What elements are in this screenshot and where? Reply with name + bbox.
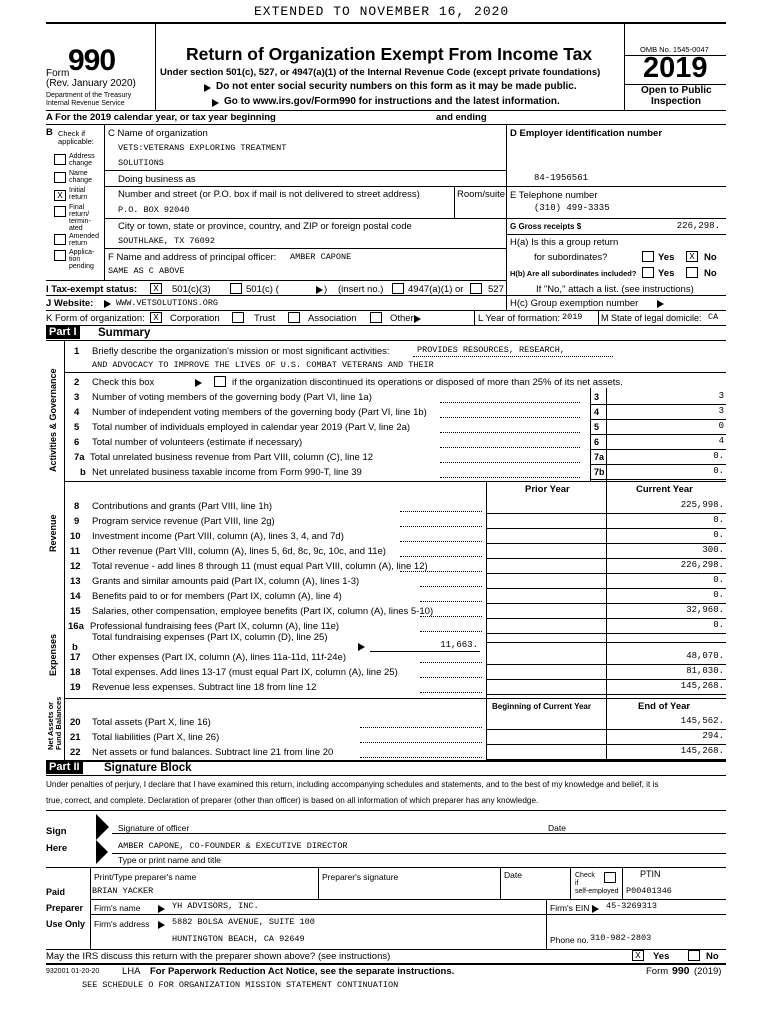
label-amended-return: Amended return [69,233,99,247]
line-i-label: I Tax-exempt status: [46,284,138,295]
extension-banner: EXTENDED TO NOVEMBER 16, 2020 [254,4,510,19]
gov-line-number: 4 [74,407,80,418]
discuss-yes-checkbox[interactable]: X [632,950,644,961]
side-revenue: Revenue [48,514,58,552]
fundraising-16b-value: 11,663. [440,640,478,650]
expense-line-number: 18 [70,667,81,678]
gov-line-number: 7a [74,452,85,463]
revenue-line-number: 8 [74,501,80,512]
side-net-assets-2: Fund Balances [54,696,63,750]
gov-line-number: 3 [74,392,80,403]
gov-line-box: 6 [594,437,600,447]
opt-corporation: Corporation [170,313,220,324]
hc-label: H(c) Group exemption number [510,298,639,309]
checkbox-corporation[interactable]: X [150,312,162,323]
firm-ein-label: Firm's EIN [550,903,590,913]
expense-line-number: 17 [70,652,81,663]
officer-address: SAME AS C ABOVE [108,266,185,276]
label-initial-return: Initial return [69,187,88,201]
discuss-no: No [706,951,719,962]
gov-line-value: 3 [718,406,724,416]
domicile-label: M State of legal domicile: [601,313,702,323]
revenue-line-value: 0. [713,530,724,540]
revenue-line-text: Total revenue - add lines 8 through 11 (must equal Part VIII, column (A), line 12) [92,561,428,572]
net-asset-line-value: 145,268. [680,746,724,756]
ha-no: No [704,252,717,263]
hb-label: H(b) Are all subordinates included? [510,269,637,278]
checkbox-4947[interactable] [392,283,404,294]
opt-other: Other [390,313,414,324]
current-year-header: Current Year [636,484,693,495]
expense-line-value: 81,030. [686,666,724,676]
expense-line-value: 0. [713,575,724,585]
expense-line-text: Salaries, other compensation, employee benefits (Part IX, column (A), lines 5-10) [92,606,434,617]
opt-association: Association [308,313,357,324]
label-final-return: Final return/ termin- ated [69,204,91,232]
dept-treasury: Department of the Treasury [46,92,132,99]
gov-line-text: Total unrelated business revenue from Part VIII, column (C), line 12 [90,452,374,463]
revenue-line-value: 226,298. [680,560,724,570]
side-expenses: Expenses [48,633,58,676]
if-no-note: If "No," attach a list. (see instructions) [536,284,694,295]
b-label: B [46,127,53,138]
checkbox-application-pending[interactable] [54,250,66,261]
mission-label: Briefly describe the organization's mission or most significant activities: [92,346,390,357]
gov-line-text: Number of voting members of the governing body (Part VI, line 1a) [92,392,372,403]
expense-line-text: Grants and similar amounts paid (Part IX, column (A), lines 1-3) [92,576,360,587]
opt-501c3: 501(c)(3) [172,284,211,295]
revenue-line-number: 12 [70,561,81,572]
expense-line-value: 0. [713,620,724,630]
hb-no: No [704,268,717,279]
revenue-line-text: Contributions and grants (Part VIII, line 1h) [92,501,273,512]
preparer-phone: 310-982-2803 [590,933,652,943]
expense-line-text: Benefits paid to or for members (Part IX, column (A), line 4) [92,591,342,602]
expense-line-value: 32,960. [686,605,724,615]
checkbox-association[interactable] [288,312,300,323]
revenue-line-value: 300. [702,545,724,555]
gov-line-value: 3 [718,391,724,401]
irs: Internal Revenue Service [46,100,125,107]
gov-line-number: b [80,467,86,478]
website-value[interactable]: WWW.VETSOLUTIONS.ORG [116,298,219,308]
preparer-sig-label: Preparer's signature [322,872,399,882]
expense-line-number: 19 [70,682,81,693]
self-employed-label: self-employed [575,888,619,895]
form-subtitle: Under section 501(c), 527, or 4947(a)(1) of the Internal Revenue Code (except private foundations) [160,67,601,78]
expense-line-text: Total fundraising expenses (Part IX, column (D), line 25) [92,632,328,643]
gov-line-box: 7a [594,452,605,462]
net-asset-line-number: 21 [70,732,81,743]
hb-yes: Yes [658,268,675,279]
opt-527: 527 [488,284,504,295]
form-ref-word: Form [646,966,669,977]
ssn-note: Do not enter social security numbers on this form as it may be made public. [216,81,577,92]
checkbox-other[interactable] [370,312,382,323]
street-label: Number and street (or P.O. box if mail is not delivered to street address) [118,189,420,200]
dba-label: Doing business as [118,174,196,185]
label-address-change: Address change [69,153,95,167]
expense-line-number: 13 [70,576,81,587]
officer-name: AMBER CAPONE [290,252,352,262]
and-ending: and ending [436,112,487,123]
expense-line-value: 145,268. [680,681,724,691]
formation-label: L Year of formation: [478,313,561,324]
here-label: Here [46,843,68,854]
net-asset-line-value: 294. [702,731,724,741]
expense-line-text: Revenue less expenses. Subtract line 18 from line 12 [92,682,317,693]
perjury-text-1: Under penalties of perjury, I declare that I have examined this return, including accompanying schedules and statements, and to the best of my knowledge and belief, it is [46,780,659,789]
checkbox-trust[interactable] [232,312,244,323]
revenue-line-number: 9 [74,516,80,527]
gov-line-box: 5 [594,422,600,432]
gov-line-value: 0. [713,451,724,461]
expense-line-number: 16a [68,621,84,632]
revenue-line-text: Investment income (Part VIII, column (A), lines 3, 4, and 7d) [92,531,344,542]
city-value: SOUTHLAKE, TX 76092 [118,236,215,246]
preparer-date-label: Date [504,870,522,880]
prior-year-header: Prior Year [525,484,570,495]
form-title: Return of Organization Exempt From Income Tax [186,44,593,64]
gov-line-text: Net unrelated business taxable income from Form 990-T, line 39 [92,467,362,478]
firm-address-label: Firm's address [94,919,150,929]
net-asset-line-text: Total liabilities (Part X, line 26) [92,732,220,743]
self-employed-checkbox[interactable] [604,872,616,883]
checkbox-501c[interactable] [230,283,242,294]
line2-text: if the organization discontinued its operations or disposed of more than 25% of its net assets. [232,377,623,388]
gov-line-number: 5 [74,422,80,433]
phone-value: (310) 499-3335 [534,203,610,213]
omb-number: OMB No. 1545-0047 [640,45,709,54]
revenue-line-value: 0. [713,515,724,525]
expense-line-value: 48,070. [686,651,724,661]
end-year-header: End of Year [638,701,691,712]
label-application-pending: Applica- tion pending [69,249,95,270]
discuss-no-checkbox[interactable] [688,950,700,961]
gov-line-text: Number of independent voting members of the governing body (Part VI, line 1b) [92,407,427,418]
form-ref-number: 990 [672,965,690,977]
hb-yes-checkbox[interactable] [642,267,654,278]
checkbox-name-change[interactable] [54,172,66,183]
ein-label: D Employer identification number [510,128,663,139]
ha-yes-checkbox[interactable] [642,251,654,262]
mission-line2: AND ADVOCACY TO IMPROVE THE LIVES OF U.S. COMBAT VETERANS AND THEIR [92,360,434,370]
opt-insert-no: (insert no.) [338,284,384,295]
officer-label: F Name and address of principal officer: [108,252,277,263]
applicable: applicable: [58,137,94,146]
checkbox-527[interactable] [470,283,482,294]
revenue-line-number: 11 [70,546,81,557]
ein-value: 84-1956561 [534,173,589,183]
lha: LHA [122,966,141,977]
type-name-label: Type or print name and title [118,855,222,865]
checkbox-address-change[interactable] [54,154,66,165]
checkbox-501c3[interactable]: X [150,283,162,294]
sign-label: Sign [46,826,67,837]
form-ref-year: (2019) [694,966,722,977]
ha-sub: for subordinates? [534,252,608,263]
gov-line-value: 0 [718,421,724,431]
form-code: 932001 01-20-20 [46,968,100,975]
ha-label: H(a) Is this a group return [510,237,619,248]
opt-4947: 4947(a)(1) or [408,284,464,295]
checkbox-discontinued[interactable] [214,376,226,387]
revenue-line-text: Other revenue (Part VIII, column (A), lines 5, 6d, 8c, 9c, 10c, and 11e) [92,546,386,557]
preparer-label: Preparer [46,903,84,913]
expense-line-text: Other expenses (Part IX, column (A), lines 11a-11d, 11f-24e) [92,652,346,663]
net-asset-line-text: Net assets or fund balances. Subtract line 21 from line 20 [92,747,334,758]
domicile-value: CA [708,312,719,322]
gov-line-box: 4 [594,407,600,417]
firm-name: YH ADVISORS, INC. [172,901,259,911]
room-label: Room/suite [457,189,506,200]
opt-501c: 501(c) ( [246,284,279,295]
ptin-value: P00401346 [626,886,672,896]
website-label: J Website: [46,298,94,309]
firm-ein: 45-3269313 [606,901,658,911]
gov-line-box: 7b [594,467,605,477]
checkbox-amended-return[interactable] [54,234,66,245]
street-value: P.O. BOX 92040 [118,205,190,215]
part1-tag: Part I [46,326,80,339]
gross-label: G Gross receipts $ [510,222,582,231]
revenue-line-value: 225,998. [680,500,724,510]
tax-year: 2019 [643,52,708,84]
form-number: 990 [68,44,116,77]
side-activities: Activities & Governance [48,368,58,472]
check-if: Check if [58,129,86,138]
ha-yes: Yes [658,252,675,263]
discuss-question: May the IRS discuss this return with the preparer shown above? (see instructions) [46,951,391,962]
gov-line-box: 3 [594,392,600,402]
firm-name-label: Firm's name [94,903,141,913]
org-name-line1: VETS:VETERANS EXPLORING TREATMENT [118,143,287,153]
hb-no-checkbox[interactable] [686,267,698,278]
checkbox-initial-return[interactable]: X [54,190,66,201]
mission-line1: PROVIDES RESOURCES, RESEARCH, [417,345,565,355]
irs-url-note: Go to www.irs.gov/Form990 for instructions and the latest information. [224,96,560,107]
sig-officer-label: Signature of officer [118,823,190,833]
opt-501c-close: ) [324,284,328,295]
form-revision: (Rev. January 2020) [46,78,136,89]
inspection: Inspection [651,96,702,107]
line-a: A For the 2019 calendar year, or tax year beginning [46,112,276,123]
phone-label: E Telephone number [510,190,598,201]
use-only-label: Use Only [46,919,86,929]
gov-line-value: 0. [713,466,724,476]
org-name-line2: SOLUTIONS [118,158,164,168]
beg-year-header: Beginning of Current Year [492,702,591,711]
expense-line-text: Professional fundraising fees (Part IX, column (A), line 11e) [90,621,340,632]
net-asset-line-number: 20 [70,717,81,728]
paid-label: Paid [46,887,66,897]
firm-address-1: 5882 BOLSA AVENUE, SUITE 100 [172,917,315,927]
ptin-label: PTIN [640,869,661,879]
org-name-label: C Name of organization [108,128,208,139]
net-asset-line-text: Total assets (Part X, line 16) [92,717,211,728]
ha-no-checkbox[interactable]: X [686,251,698,262]
gov-line-text: Total number of individuals employed in calendar year 2019 (Part V, line 2a) [92,422,411,433]
discuss-yes: Yes [653,951,670,962]
preparer-name-label: Print/Type preparer's name [94,872,197,882]
line-k-label: K Form of organization: [46,313,145,324]
if-label: if [575,880,579,887]
officer-title: AMBER CAPONE, CO-FOUNDER & EXECUTIVE DIRECTOR [118,841,348,851]
pra-notice: For Paperwork Reduction Act Notice, see the separate instructions. [150,966,455,977]
gov-line-text: Total number of volunteers (estimate if necessary) [92,437,303,448]
expense-line-value: 0. [713,590,724,600]
gross-value: 226,298. [676,221,720,231]
side-net-assets-1: Net Assets or [46,701,55,750]
preparer-name: BRIAN YACKER [92,886,154,896]
schedule-o-note: SEE SCHEDULE O FOR ORGANIZATION MISSION STATEMENT CONTINUATION [82,980,399,990]
expense-line-number: 14 [70,591,81,602]
city-label: City or town, state or province, country, and ZIP or foreign postal code [118,221,412,232]
gov-line-value: 4 [718,436,724,446]
revenue-line-number: 10 [70,531,81,542]
sig-date-label: Date [548,823,566,833]
open-public: Open to Public [641,85,712,96]
line2-label: Check this box [92,377,155,388]
part2-tag: Part II [46,761,83,774]
opt-trust: Trust [254,313,276,324]
part1-title: Summary [98,327,151,339]
net-asset-line-number: 22 [70,747,81,758]
check-label: Check [575,872,595,879]
expense-line-text: Total expenses. Add lines 13-17 (must equal Part IX, column (A), line 25) [92,667,398,678]
perjury-text-2: true, correct, and complete. Declaration of preparer (other than officer) is based on all information of which preparer has any knowledge. [46,796,539,805]
net-asset-line-value: 145,562. [680,716,724,726]
revenue-line-text: Program service revenue (Part VIII, line 2g) [92,516,275,527]
expense-line-number: 15 [70,606,81,617]
part2-title: Signature Block [104,762,192,774]
checkbox-final-return[interactable] [54,206,66,217]
firm-address-2: HUNTINGTON BEACH, CA 92649 [172,934,305,944]
label-name-change: Name change [69,170,92,184]
phone-no-label: Phone no. [550,935,589,945]
gov-line-number: 6 [74,437,80,448]
form-word: Form [46,68,70,79]
formation-value: 2019 [562,312,583,322]
